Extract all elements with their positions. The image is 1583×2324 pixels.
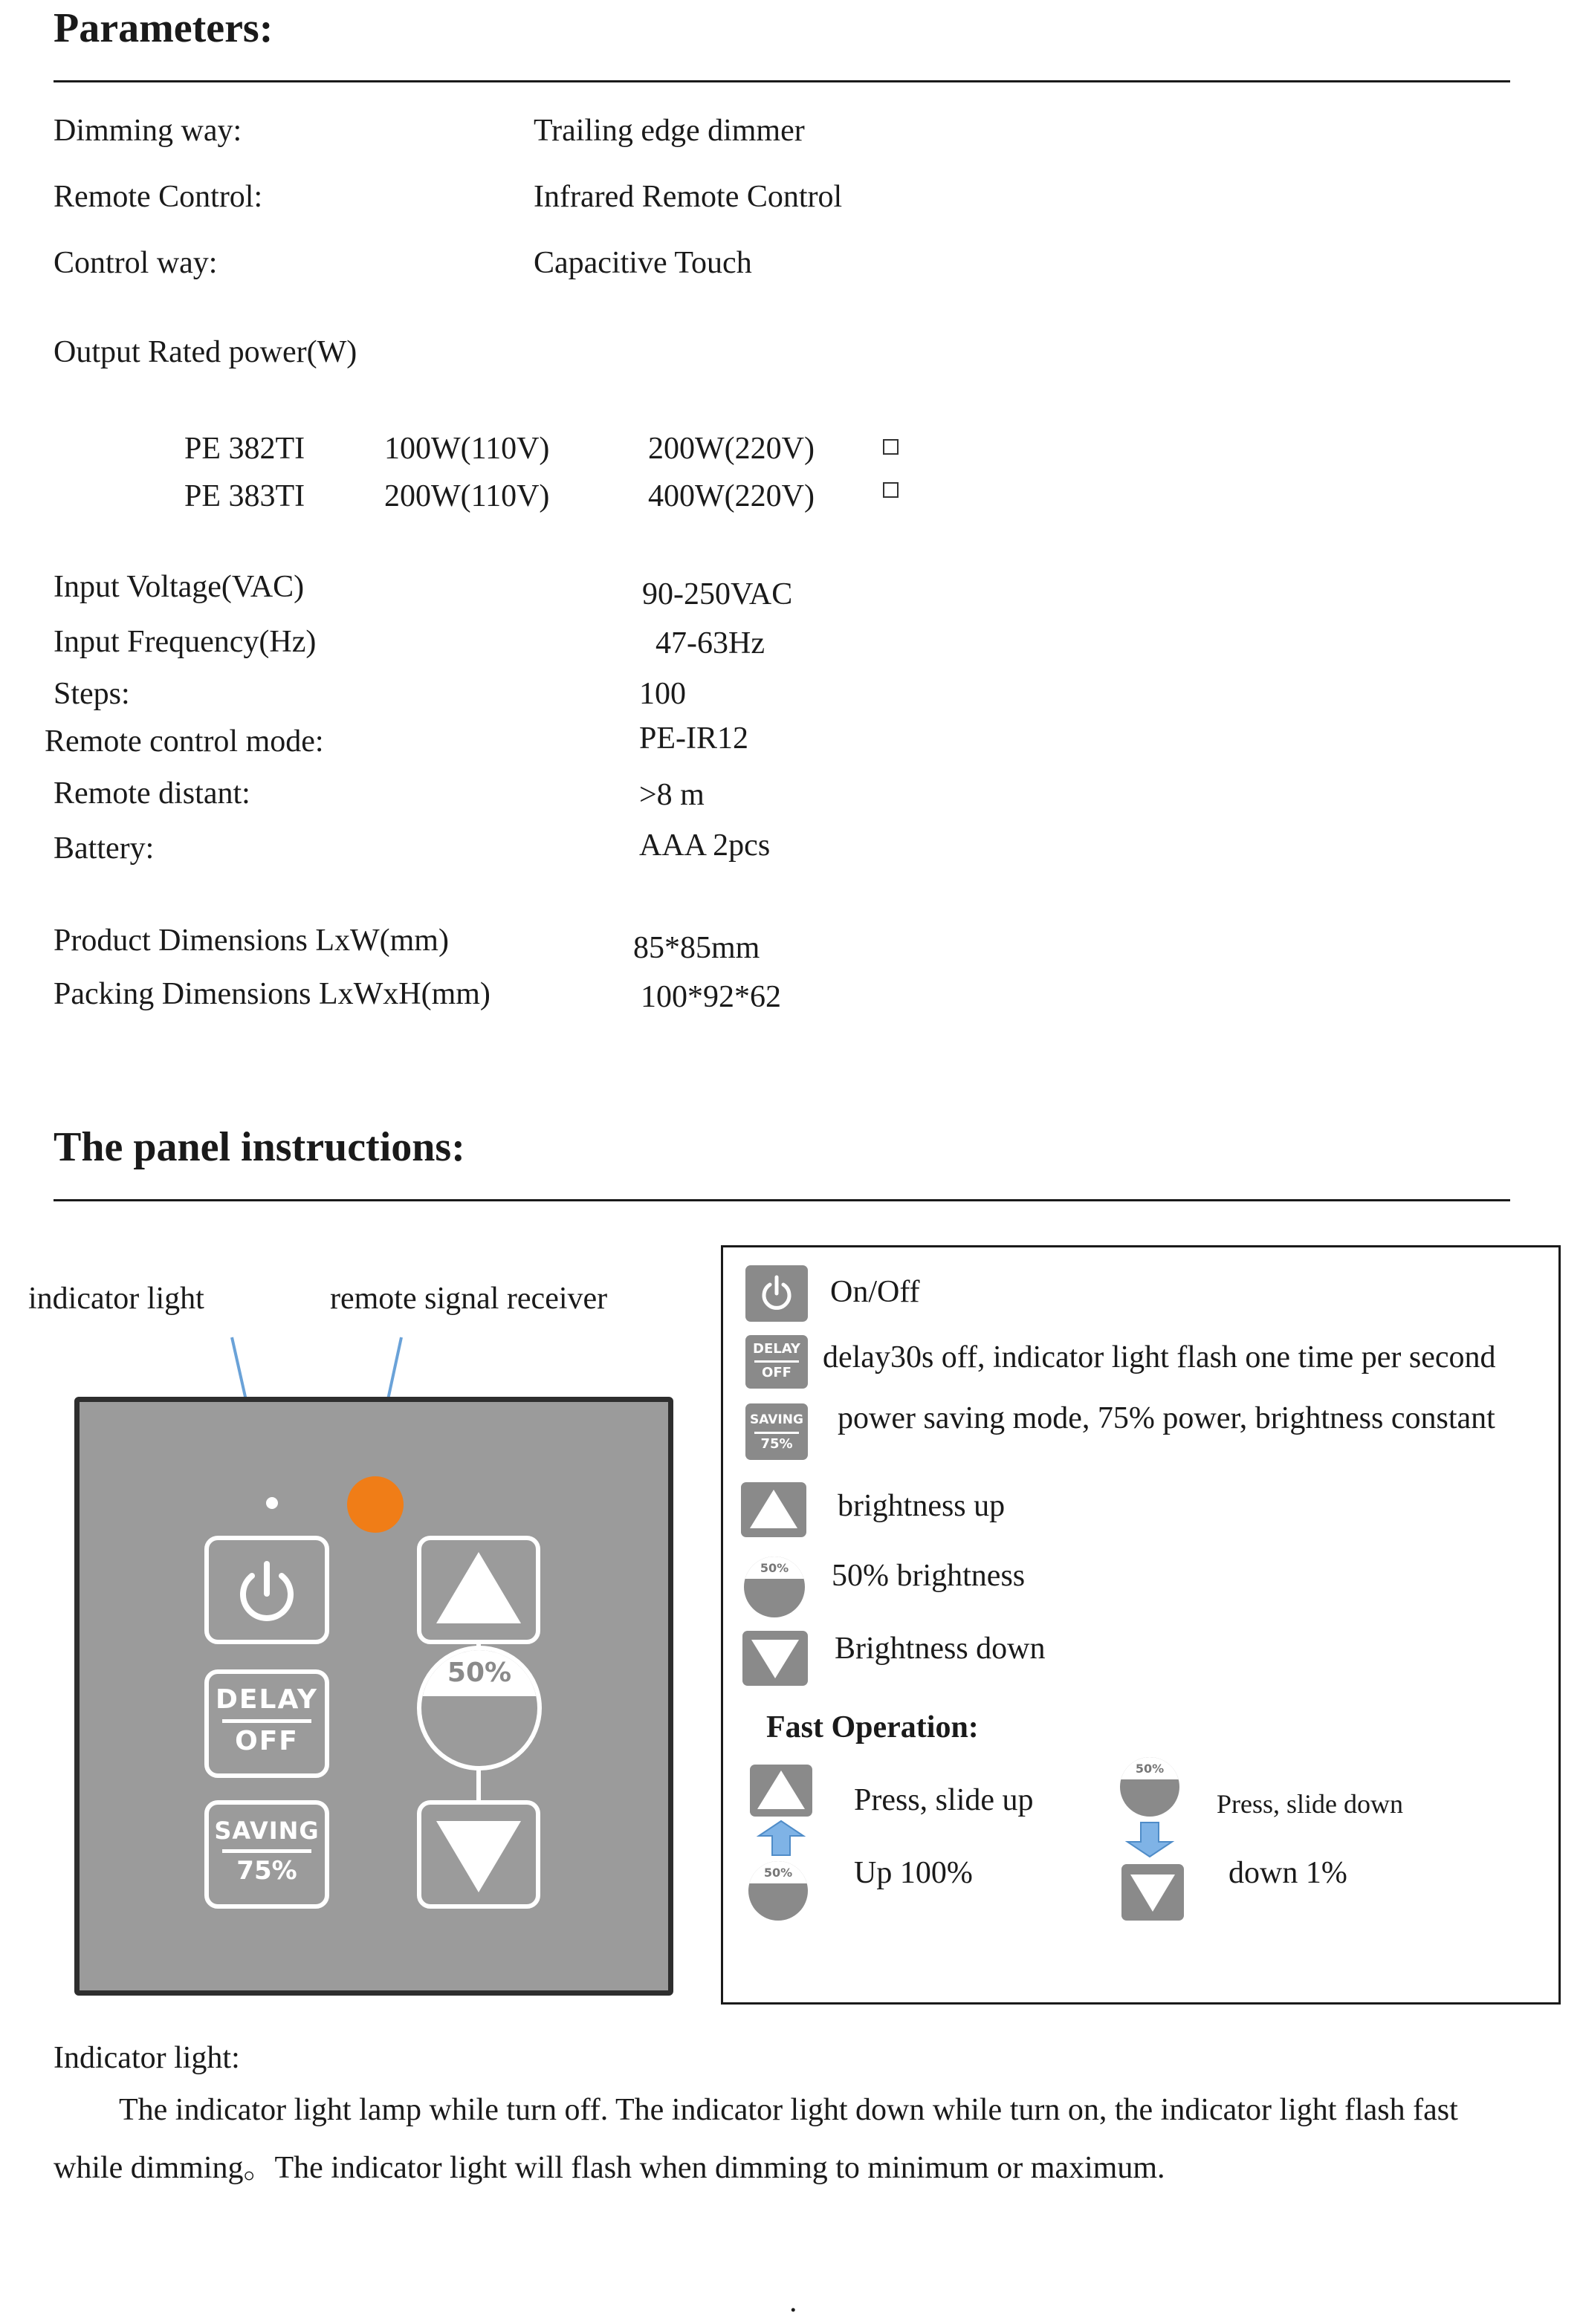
brightness-up-button[interactable] bbox=[417, 1536, 540, 1644]
legend-box bbox=[721, 1245, 1561, 2005]
spec-value: 85*85mm bbox=[633, 931, 760, 965]
fast-up-text: Press, slide up bbox=[854, 1783, 1034, 1817]
output-title: Output Rated power(W) bbox=[54, 335, 357, 369]
spec-value: 100 bbox=[639, 677, 686, 711]
divider bbox=[222, 1849, 311, 1853]
power-button[interactable] bbox=[204, 1536, 329, 1644]
spec-label: Input Voltage(VAC) bbox=[54, 570, 305, 604]
legend-text: 50% brightness bbox=[832, 1559, 1026, 1593]
checkbox[interactable] bbox=[883, 439, 899, 455]
remote-signal-receiver bbox=[347, 1476, 404, 1533]
spec-value: 47-63Hz bbox=[655, 626, 765, 660]
fifty-percent-icon bbox=[1120, 1757, 1179, 1817]
power-icon bbox=[209, 1540, 325, 1640]
legend-text: delay30s off, indicator light flash one time per second bbox=[823, 1340, 1496, 1374]
model-name: PE 383TI bbox=[184, 479, 305, 513]
icon-label: OFF bbox=[762, 1365, 792, 1380]
icon-label: 50% bbox=[1135, 1762, 1165, 1776]
triangle-down-icon bbox=[742, 1631, 808, 1686]
divider bbox=[222, 1719, 311, 1723]
fast-up-result: Up 100% bbox=[854, 1856, 973, 1890]
triangle-down-icon bbox=[421, 1805, 536, 1904]
model-power-110: 200W(110V) bbox=[384, 479, 550, 513]
triangle-up-icon bbox=[741, 1482, 806, 1537]
legend-text: On/Off bbox=[830, 1275, 920, 1309]
off-label: OFF bbox=[235, 1726, 299, 1756]
icon-label: SAVING bbox=[750, 1412, 803, 1427]
spec-value: AAA 2pcs bbox=[639, 828, 771, 863]
spec-value: 90-250VAC bbox=[642, 577, 793, 611]
spec-label: Remote distant: bbox=[54, 776, 250, 811]
saving-icon bbox=[745, 1403, 808, 1460]
spec-label: Battery: bbox=[54, 831, 155, 866]
icon-label: 75% bbox=[760, 1436, 793, 1452]
param-label-control: Control way: bbox=[54, 246, 218, 280]
spec-label: Steps: bbox=[54, 677, 130, 711]
divider bbox=[754, 1360, 799, 1363]
param-label-remote: Remote Control: bbox=[54, 180, 263, 214]
icon-label: 50% bbox=[760, 1561, 789, 1575]
indicator-text-line2: while dimming。The indicator light will flash when dimming to minimum or maximum. bbox=[54, 2151, 1165, 2185]
saving-percent-label: 75% bbox=[236, 1856, 297, 1886]
triangle-down-icon bbox=[1121, 1864, 1184, 1921]
saving-label: SAVING bbox=[214, 1817, 320, 1845]
power-icon bbox=[745, 1265, 808, 1322]
triangle-up-icon bbox=[750, 1765, 812, 1817]
spec-label: Product Dimensions LxW(mm) bbox=[54, 924, 449, 958]
remote-receiver-label: remote signal receiver bbox=[330, 1282, 608, 1316]
icon-label: DELAY bbox=[753, 1341, 800, 1357]
fast-down-text: Press, slide down bbox=[1217, 1789, 1403, 1819]
checkbox[interactable] bbox=[883, 482, 899, 498]
param-label-dimming: Dimming way: bbox=[54, 114, 242, 148]
param-value-remote: Infrared Remote Control bbox=[534, 180, 843, 214]
indicator-light-label: indicator light bbox=[28, 1282, 204, 1316]
delay-off-button[interactable] bbox=[204, 1669, 329, 1778]
spec-value: 100*92*62 bbox=[641, 980, 781, 1014]
divider bbox=[754, 1432, 799, 1434]
triangle-up-icon bbox=[421, 1540, 536, 1640]
fifty-percent-button[interactable] bbox=[417, 1646, 542, 1770]
model-power-110: 100W(110V) bbox=[384, 432, 550, 466]
spec-label: Remote control mode: bbox=[45, 724, 324, 759]
fifty-percent-label: 50% bbox=[447, 1658, 512, 1688]
legend-text: brightness up bbox=[838, 1489, 1006, 1523]
model-power-220: 400W(220V) bbox=[648, 479, 815, 513]
icon-label: 50% bbox=[763, 1866, 793, 1880]
param-value-dimming: Trailing edge dimmer bbox=[534, 114, 805, 148]
spec-value: PE-IR12 bbox=[639, 721, 748, 756]
legend-text: Brightness down bbox=[835, 1632, 1046, 1666]
arrow-down-icon bbox=[1123, 1821, 1176, 1858]
indicator-light bbox=[266, 1497, 278, 1509]
panel-instructions-title: The panel instructions: bbox=[54, 1124, 465, 1170]
param-value-control: Capacitive Touch bbox=[534, 246, 752, 280]
fifty-percent-icon bbox=[748, 1861, 808, 1921]
model-power-220: 200W(220V) bbox=[648, 432, 815, 466]
brightness-down-button[interactable] bbox=[417, 1800, 540, 1909]
arrow-up-icon bbox=[754, 1820, 808, 1857]
delay-label: DELAY bbox=[216, 1684, 318, 1715]
fifty-percent-icon bbox=[744, 1557, 805, 1617]
fast-down-result: down 1% bbox=[1228, 1856, 1347, 1890]
spec-value: >8 m bbox=[639, 778, 705, 812]
delay-off-icon bbox=[745, 1335, 808, 1389]
model-name: PE 382TI bbox=[184, 432, 305, 466]
footer-mark: . bbox=[789, 2285, 797, 2319]
parameters-title: Parameters: bbox=[54, 5, 273, 51]
device-panel bbox=[74, 1397, 673, 1996]
spec-label: Packing Dimensions LxWxH(mm) bbox=[54, 977, 491, 1011]
indicator-text-line1: The indicator light lamp while turn off. The indicator light down while turn on, the indicator light flash fast bbox=[119, 2093, 1458, 2127]
fast-operation-title: Fast Operation: bbox=[766, 1710, 979, 1744]
saving-button[interactable] bbox=[204, 1800, 329, 1909]
callout-lines bbox=[0, 0, 743, 1486]
spec-label: Input Frequency(Hz) bbox=[54, 625, 317, 659]
legend-text: power saving mode, 75% power, brightness constant bbox=[838, 1401, 1495, 1435]
indicator-title: Indicator light: bbox=[54, 2041, 240, 2075]
